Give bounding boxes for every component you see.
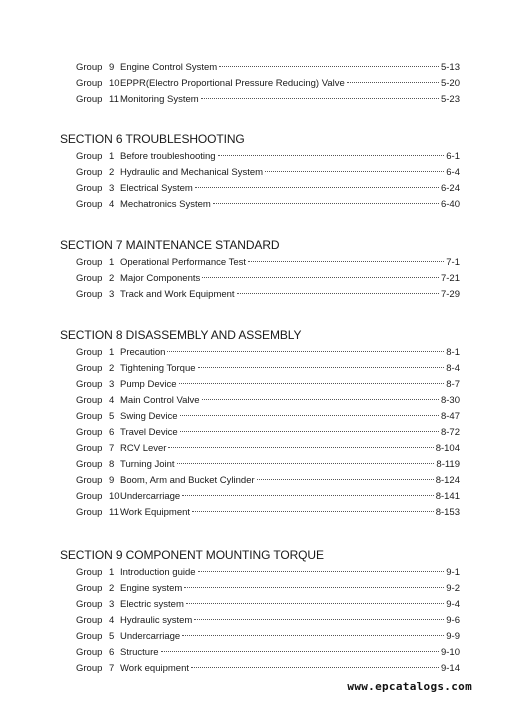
dot-leader <box>213 203 439 204</box>
group-label <box>76 457 120 473</box>
toc-entry[interactable] <box>76 165 460 181</box>
group-number: 8 <box>109 459 115 470</box>
group-number: 1 <box>109 567 115 578</box>
group-number: 3 <box>109 289 115 300</box>
entry-title: Engine Control System <box>120 62 218 73</box>
entry-title: Major Components <box>120 273 201 284</box>
group-word: Group <box>76 491 103 502</box>
section-title: SECTION 6 TROUBLESHOOTING <box>60 132 245 146</box>
page-number: 9-2 <box>446 583 460 594</box>
group-word: Group <box>76 183 103 194</box>
dot-leader <box>192 511 434 512</box>
toc-entry[interactable] <box>76 271 460 287</box>
dot-leader <box>179 383 445 384</box>
group-word: Group <box>76 289 103 300</box>
page-number: 6-24 <box>440 183 460 194</box>
entry-title: Mechatronics System <box>120 199 211 210</box>
group-word: Group <box>76 199 103 210</box>
section-7 <box>60 235 460 303</box>
toc-entry[interactable] <box>76 393 460 409</box>
toc-entry[interactable] <box>76 613 460 629</box>
group-word: Group <box>76 631 103 642</box>
dot-leader <box>177 463 435 464</box>
toc-entry[interactable] <box>76 345 460 361</box>
group-number: 2 <box>109 363 115 374</box>
toc-entry[interactable] <box>76 565 460 581</box>
dot-leader <box>201 98 439 99</box>
toc-entry[interactable] <box>76 597 460 613</box>
group-label <box>76 409 120 425</box>
entry-title: Swing Device <box>120 411 178 422</box>
toc-entry[interactable] <box>76 629 460 645</box>
toc-entry[interactable] <box>76 76 460 92</box>
toc-entry[interactable] <box>76 149 460 165</box>
toc-entry[interactable] <box>76 255 460 271</box>
page-number: 6-4 <box>446 167 460 178</box>
group-number: 3 <box>109 379 115 390</box>
group-number: 9 <box>109 475 115 486</box>
page-number: 9-1 <box>446 567 460 578</box>
entry-title: Boom, Arm and Bucket Cylinder <box>120 475 255 486</box>
group-label <box>76 361 120 377</box>
toc-entry[interactable] <box>76 489 460 505</box>
group-label <box>76 473 120 489</box>
group-label <box>76 489 120 505</box>
group-word: Group <box>76 94 103 105</box>
page-number: 8-141 <box>435 491 460 502</box>
group-word: Group <box>76 567 103 578</box>
page-number: 8-119 <box>436 459 460 470</box>
page-number: 8-124 <box>435 475 460 486</box>
dot-leader <box>198 367 445 368</box>
toc-rows <box>60 345 460 521</box>
toc-entry[interactable] <box>76 505 460 521</box>
entry-title: Hydraulic and Mechanical System <box>120 167 264 178</box>
group-label <box>76 76 120 92</box>
entry-title: Undercarriage <box>120 631 181 642</box>
group-word: Group <box>76 78 103 89</box>
toc-entry[interactable] <box>76 425 460 441</box>
group-number: 5 <box>109 631 115 642</box>
dot-leader <box>198 571 445 572</box>
group-label <box>76 377 120 393</box>
dot-leader <box>347 82 439 83</box>
dot-leader <box>168 447 433 448</box>
toc-entry[interactable] <box>76 661 460 677</box>
group-number: 2 <box>109 167 115 178</box>
entry-title: Work Equipment <box>120 507 191 518</box>
entry-title: Monitoring System <box>120 94 199 105</box>
group-label <box>76 645 120 661</box>
group-word: Group <box>76 347 103 358</box>
page-number: 9-14 <box>440 663 460 674</box>
entry-title: Pump Device <box>120 379 177 390</box>
dot-leader <box>167 351 444 352</box>
group-label <box>76 597 120 613</box>
group-label <box>76 345 120 361</box>
entry-title: Precaution <box>120 347 166 358</box>
group-number: 11 <box>109 94 119 105</box>
page-number: 7-29 <box>440 289 460 300</box>
watermark-url: www.epcatalogs.com <box>347 680 472 693</box>
page-number: 5-13 <box>440 62 460 73</box>
group-label <box>76 613 120 629</box>
page-number: 7-1 <box>446 257 460 268</box>
section-title: SECTION 8 DISASSEMBLY AND ASSEMBLY <box>60 328 302 342</box>
group-label <box>76 629 120 645</box>
page-number: 8-47 <box>440 411 460 422</box>
group-number: 1 <box>109 347 115 358</box>
entry-title: Main Control Valve <box>120 395 200 406</box>
group-word: Group <box>76 62 103 73</box>
entry-title: Travel Device <box>120 427 178 438</box>
group-word: Group <box>76 411 103 422</box>
group-number: 11 <box>109 507 119 518</box>
group-number: 6 <box>109 427 115 438</box>
group-number: 6 <box>109 647 115 658</box>
group-number: 5 <box>109 411 115 422</box>
entry-title: Undercarriage <box>120 491 181 502</box>
dot-leader <box>202 277 439 278</box>
group-label <box>76 165 120 181</box>
page-number: 9-9 <box>446 631 460 642</box>
dot-leader <box>194 619 444 620</box>
toc-entry[interactable] <box>76 441 460 457</box>
toc-rows <box>60 255 460 303</box>
group-label <box>76 271 120 287</box>
page-number: 6-1 <box>446 151 460 162</box>
toc-entry[interactable] <box>76 287 460 303</box>
group-number: 3 <box>109 599 115 610</box>
group-word: Group <box>76 379 103 390</box>
entry-title: Electric system <box>120 599 184 610</box>
toc-entry[interactable] <box>76 197 460 213</box>
dot-leader <box>248 261 444 262</box>
group-number: 4 <box>109 615 115 626</box>
group-word: Group <box>76 583 103 594</box>
dot-leader <box>184 587 444 588</box>
entry-title: RCV Lever <box>120 443 167 454</box>
page-number: 8-104 <box>435 443 460 454</box>
group-label <box>76 565 120 581</box>
entry-title: Turning Joint <box>120 459 175 470</box>
toc-entry[interactable] <box>76 92 460 108</box>
group-label <box>76 661 120 677</box>
dot-leader <box>257 479 434 480</box>
group-word: Group <box>76 599 103 610</box>
group-word: Group <box>76 363 103 374</box>
dot-leader <box>182 495 433 496</box>
page-number: 6-40 <box>440 199 460 210</box>
entry-title: Structure <box>120 647 159 658</box>
dot-leader <box>182 635 444 636</box>
page-number: 8-153 <box>435 507 460 518</box>
page-number: 8-7 <box>446 379 460 390</box>
section-5-continuation <box>60 60 460 108</box>
entry-title: Engine system <box>120 583 183 594</box>
section-title: SECTION 7 MAINTENANCE STANDARD <box>60 238 280 252</box>
group-number: 7 <box>109 443 115 454</box>
group-label <box>76 181 120 197</box>
dot-leader <box>186 603 444 604</box>
group-label <box>76 255 120 271</box>
dot-leader <box>191 667 439 668</box>
entry-title: Track and Work Equipment <box>120 289 235 300</box>
group-word: Group <box>76 167 103 178</box>
group-number: 2 <box>109 583 115 594</box>
dot-leader <box>202 399 439 400</box>
group-word: Group <box>76 257 103 268</box>
group-label <box>76 425 120 441</box>
toc-entry[interactable] <box>76 377 460 393</box>
group-number: 4 <box>109 199 115 210</box>
entry-title: Hydraulic system <box>120 615 193 626</box>
toc-rows <box>60 60 460 108</box>
group-number: 2 <box>109 273 115 284</box>
group-word: Group <box>76 615 103 626</box>
section-title: SECTION 9 COMPONENT MOUNTING TORQUE <box>60 548 324 562</box>
section-8 <box>60 325 460 521</box>
group-word: Group <box>76 151 103 162</box>
group-number: 1 <box>109 151 115 162</box>
group-number: 3 <box>109 183 115 194</box>
page-number: 5-23 <box>440 94 460 105</box>
dot-leader <box>218 155 445 156</box>
toc-entry[interactable] <box>76 361 460 377</box>
toc-entry[interactable] <box>76 645 460 661</box>
entry-title: Before troubleshooting <box>120 151 216 162</box>
group-label <box>76 197 120 213</box>
group-word: Group <box>76 507 103 518</box>
group-word: Group <box>76 647 103 658</box>
group-word: Group <box>76 475 103 486</box>
group-label <box>76 92 120 108</box>
group-word: Group <box>76 273 103 284</box>
page-number: 9-10 <box>440 647 460 658</box>
toc-entry[interactable] <box>76 581 460 597</box>
toc-entry[interactable] <box>76 457 460 473</box>
toc-entry[interactable] <box>76 181 460 197</box>
page-number: 8-4 <box>446 363 460 374</box>
entry-title: Operational Performance Test <box>120 257 247 268</box>
page-number: 5-20 <box>440 78 460 89</box>
group-number: 10 <box>109 491 120 502</box>
group-label <box>76 60 120 76</box>
entry-title: Introduction guide <box>120 567 196 578</box>
dot-leader <box>237 293 439 294</box>
dot-leader <box>180 431 439 432</box>
group-number: 4 <box>109 395 115 406</box>
page-number: 8-1 <box>446 347 460 358</box>
group-number: 9 <box>109 62 115 73</box>
group-label <box>76 149 120 165</box>
group-label <box>76 393 120 409</box>
group-label <box>76 287 120 303</box>
group-number: 1 <box>109 257 115 268</box>
entry-title: Work equipment <box>120 663 189 674</box>
group-word: Group <box>76 395 103 406</box>
entry-title: Tightening Torque <box>120 363 196 374</box>
group-label <box>76 441 120 457</box>
page-number: 8-72 <box>440 427 460 438</box>
group-word: Group <box>76 663 103 674</box>
toc-entry[interactable] <box>76 409 460 425</box>
section-9 <box>60 545 460 677</box>
group-number: 7 <box>109 663 115 674</box>
group-word: Group <box>76 443 103 454</box>
toc-rows <box>60 565 460 677</box>
page-number: 9-4 <box>446 599 460 610</box>
dot-leader <box>195 187 439 188</box>
section-6 <box>60 129 460 213</box>
group-number: 10 <box>109 78 120 89</box>
group-label <box>76 505 120 521</box>
page-number: 8-30 <box>440 395 460 406</box>
page-number: 7-21 <box>440 273 460 284</box>
toc-rows <box>60 149 460 213</box>
group-label <box>76 581 120 597</box>
dot-leader <box>180 415 439 416</box>
dot-leader <box>265 171 444 172</box>
page-number: 9-6 <box>446 615 460 626</box>
group-word: Group <box>76 427 103 438</box>
dot-leader <box>161 651 439 652</box>
entry-title: Electrical System <box>120 183 193 194</box>
dot-leader <box>219 66 439 67</box>
toc-entry[interactable] <box>76 60 460 76</box>
toc-entry[interactable] <box>76 473 460 489</box>
entry-title: EPPR(Electro Proportional Pressure Reducing) Valve <box>120 78 345 89</box>
group-word: Group <box>76 459 103 470</box>
